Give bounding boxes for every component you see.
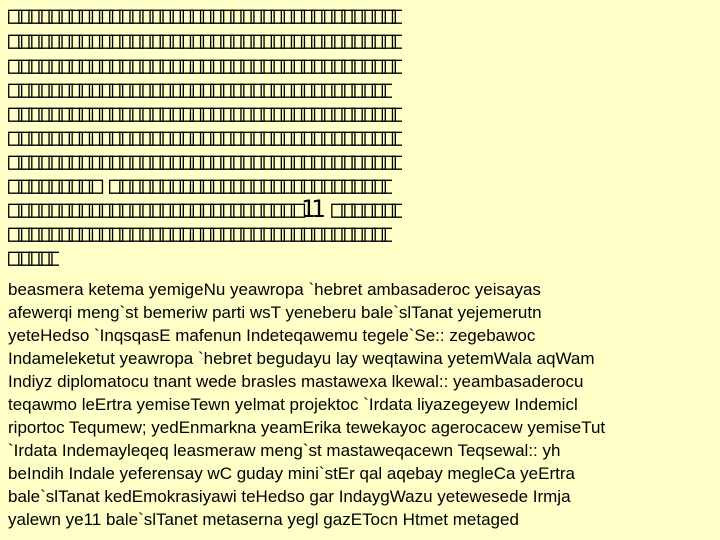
amharic-text-block <box>8 0 712 270</box>
amharic-line: □□□□□□□□□□□□□□□□□□□□□□□□□□□□□□□□□□□□□□□ <box>8 99 402 127</box>
transliteration-line: Indiyz diplomatocu tnant wede brasles mastawexa lkewal:: yeambasaderocu <box>8 372 584 391</box>
transliteration-paragraph <box>8 276 714 540</box>
amharic-line: □□□□□□□□□□□□□□□□□□□□□□□□□□□□□□□□□□□□□□□ <box>8 51 402 79</box>
transliteration-line: Indameleketut yeawropa `hebret begudayu lay weqtawina yetemWala aqWam <box>8 349 595 368</box>
transliteration-line: beasmera ketema yemigeNu yeawropa `hebret ambasaderoc yeisayas <box>8 280 541 299</box>
amharic-line: □□□□□□□□□□□□□□□□□□□□□□□□□□□□□□□□□□□□□□ <box>8 75 392 103</box>
transliteration-line: beIndih Indale yeferensay wC guday mini`stEr qal aqebay megleCa yeErtra <box>8 464 575 483</box>
amharic-line: □□□□□□□□□□□□□□□□□□□□□□□□□□□□□□□□□□□□□□□ <box>8 123 402 151</box>
amharic-line: □□□□□□□□□□□□□□□□□□□□□□□□□□□□□□□□□□□□□□□ <box>8 147 402 175</box>
transliteration-line: afewerqi meng`st bemeriw parti wsT yeneberu bale`slTanat yejemerutn <box>8 303 542 322</box>
transliteration-line: yalewn ye11 bale`slTanet metaserna yegl gazETocn Htmet metaged <box>8 510 519 529</box>
transliteration-line: bale`slTanat kedEmokrasiyawi teHedso gar IndaygWazu yetewesede Irmja <box>8 487 571 506</box>
amharic-line: □□□□□□□□□□□□□□□□□□□□□□□□□□□□□□□□□□□□□□□ <box>8 26 402 54</box>
transliteration-line: teqawmo leErtra yemiseTewn yelmat projektoc `Irdata liyazegeyew Indemicl <box>8 395 578 414</box>
transliteration-line: yeteHedso `InqsqasE mafenun Indeteqawemu tegele`Se:: zegebawoc <box>8 326 536 345</box>
amharic-line: □□□□□ <box>8 243 59 270</box>
transliteration-line: riportoc Tequmew; yedEnmarkna yeamErika tewekayoc agerocacew yemiseTut <box>8 418 606 437</box>
amharic-line: □□□□□□□□□ □□□□□□□□□□□□□□□□□□□□□□□□□□□□ <box>8 171 392 199</box>
amharic-line: □□□□□□□□□□□□□□□□□□□□□□□□□□□□□□□□□□□□□□ <box>8 219 392 247</box>
amharic-line: □□□□□□□□□□□□□□□□□□□□□□□□□□□□□□□□□□□□□□□ <box>8 1 402 29</box>
amharic-line: □□□□□□□□□□□□□□□□□□□□□□□□□□□□□11 □□□□□□□ <box>8 195 402 223</box>
transliteration-line: `Irdata Indemayleqeq leasmeraw meng`st mastaweqacewn Teqsewal:: yh <box>8 441 561 460</box>
